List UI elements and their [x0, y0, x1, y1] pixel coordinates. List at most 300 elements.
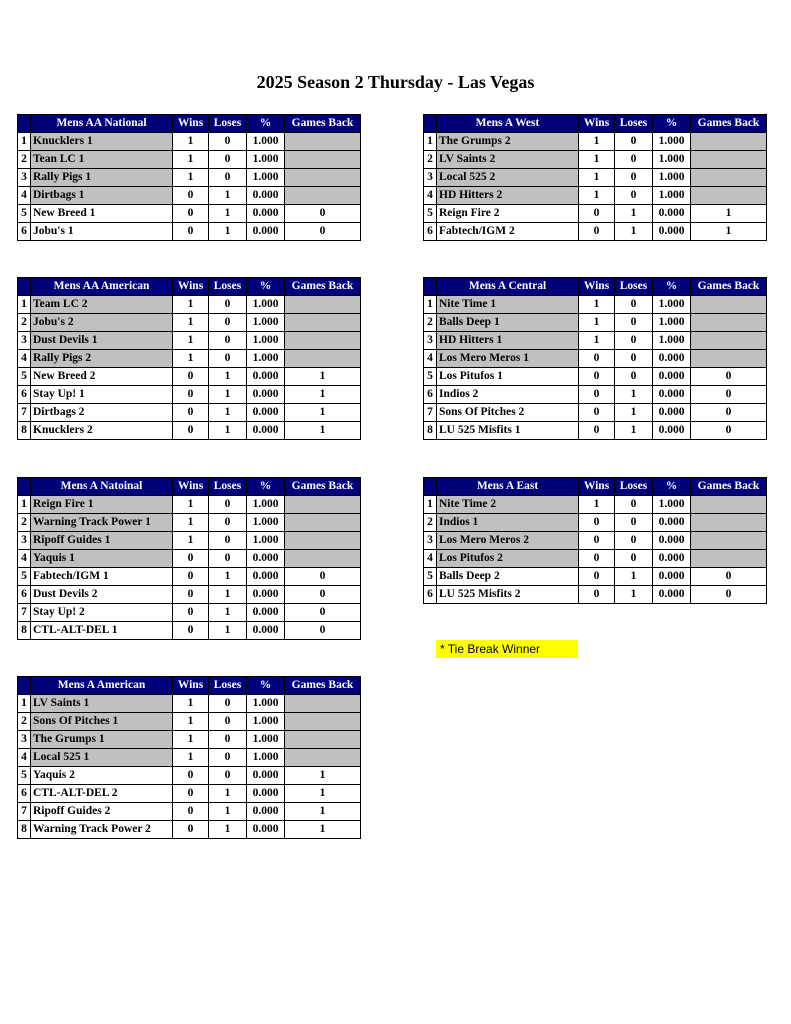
wins-cell: 1 [579, 169, 615, 187]
games-back-cell [691, 169, 767, 187]
team-name-cell: Sons Of Pitches 1 [31, 713, 173, 731]
tie-break-legend: * Tie Break Winner [436, 640, 578, 658]
rank-cell: 1 [424, 133, 437, 151]
loses-cell: 1 [615, 568, 653, 586]
wins-cell: 0 [579, 586, 615, 604]
pct-cell: 1.000 [653, 151, 691, 169]
loses-cell: 0 [209, 332, 247, 350]
team-name-cell: Balls Deep 2 [437, 568, 579, 586]
table-row [18, 133, 361, 151]
column-header-wins: Wins [579, 478, 615, 496]
games-back-cell: 0 [285, 223, 361, 241]
rank-cell: 4 [18, 187, 31, 205]
column-header-loses: Loses [209, 278, 247, 296]
header-corner [18, 478, 31, 496]
rank-cell: 7 [18, 803, 31, 821]
loses-cell: 0 [209, 350, 247, 368]
team-name-cell: Warning Track Power 2 [31, 821, 173, 839]
loses-cell: 0 [615, 296, 653, 314]
pct-cell: 0.000 [247, 568, 285, 586]
rank-cell: 2 [18, 514, 31, 532]
column-header-wins: Wins [173, 115, 209, 133]
rank-cell: 8 [424, 422, 437, 440]
pct-cell: 0.000 [653, 514, 691, 532]
table-row [18, 496, 361, 514]
games-back-cell: 0 [691, 568, 767, 586]
games-back-cell [285, 314, 361, 332]
standings-table [17, 114, 361, 241]
team-name-cell: Ripoff Guides 2 [31, 803, 173, 821]
games-back-cell [691, 187, 767, 205]
column-header-loses: Loses [615, 478, 653, 496]
table-row [424, 296, 767, 314]
wins-cell: 0 [579, 514, 615, 532]
loses-cell: 1 [209, 205, 247, 223]
rank-cell: 4 [18, 350, 31, 368]
rank-cell: 8 [18, 821, 31, 839]
team-name-cell: LU 525 Misfits 2 [437, 586, 579, 604]
pct-cell: 0.000 [653, 404, 691, 422]
games-back-cell [285, 731, 361, 749]
team-name-cell: The Grumps 2 [437, 133, 579, 151]
loses-cell: 0 [615, 350, 653, 368]
wins-cell: 0 [579, 386, 615, 404]
games-back-cell: 1 [285, 368, 361, 386]
team-name-cell: Local 525 2 [437, 169, 579, 187]
loses-cell: 0 [615, 496, 653, 514]
team-name-cell: HD Hitters 1 [437, 332, 579, 350]
games-back-cell: 1 [285, 767, 361, 785]
pct-cell: 1.000 [653, 332, 691, 350]
rank-cell: 3 [424, 532, 437, 550]
column-header-pct: % [247, 115, 285, 133]
wins-cell: 1 [173, 151, 209, 169]
table-row [18, 749, 361, 767]
table-row [424, 422, 767, 440]
table-row [424, 350, 767, 368]
table-row [18, 586, 361, 604]
rank-cell: 2 [424, 514, 437, 532]
wins-cell: 1 [579, 187, 615, 205]
wins-cell: 1 [173, 496, 209, 514]
games-back-cell: 1 [285, 785, 361, 803]
loses-cell: 1 [209, 604, 247, 622]
header-corner [18, 677, 31, 695]
loses-cell: 1 [209, 368, 247, 386]
loses-cell: 1 [209, 622, 247, 640]
table-row [424, 151, 767, 169]
pct-cell: 0.000 [653, 350, 691, 368]
pct-cell: 0.000 [247, 586, 285, 604]
wins-cell: 1 [173, 532, 209, 550]
table-row [424, 404, 767, 422]
header-corner [424, 115, 437, 133]
games-back-cell [691, 514, 767, 532]
pct-cell: 1.000 [247, 314, 285, 332]
table-row [424, 133, 767, 151]
wins-cell: 1 [173, 514, 209, 532]
wins-cell: 0 [173, 404, 209, 422]
division-name: Mens A American [31, 677, 173, 695]
rank-cell: 4 [18, 749, 31, 767]
games-back-cell: 1 [285, 422, 361, 440]
games-back-cell: 0 [691, 404, 767, 422]
loses-cell: 0 [209, 133, 247, 151]
games-back-cell [691, 550, 767, 568]
team-name-cell: The Grumps 1 [31, 731, 173, 749]
rank-cell: 3 [18, 169, 31, 187]
standings-table [423, 277, 767, 440]
wins-cell: 1 [173, 695, 209, 713]
loses-cell: 0 [615, 514, 653, 532]
rank-cell: 6 [424, 223, 437, 241]
pct-cell: 0.000 [247, 604, 285, 622]
games-back-cell [285, 332, 361, 350]
loses-cell: 1 [209, 386, 247, 404]
table-row [424, 187, 767, 205]
games-back-cell [285, 749, 361, 767]
table-row [18, 731, 361, 749]
rank-cell: 8 [18, 622, 31, 640]
rank-cell: 4 [424, 187, 437, 205]
loses-cell: 0 [615, 368, 653, 386]
table-row [424, 496, 767, 514]
column-header-loses: Loses [209, 115, 247, 133]
rank-cell: 6 [18, 386, 31, 404]
rank-cell: 4 [18, 550, 31, 568]
rank-cell: 5 [424, 568, 437, 586]
team-name-cell: Dust Devils 1 [31, 332, 173, 350]
table-row [424, 223, 767, 241]
wins-cell: 0 [579, 205, 615, 223]
pct-cell: 1.000 [247, 133, 285, 151]
page-title: 2025 Season 2 Thursday - Las Vegas [256, 72, 535, 92]
team-name-cell: LV Saints 1 [31, 695, 173, 713]
column-header-loses: Loses [209, 478, 247, 496]
table-row [424, 514, 767, 532]
loses-cell: 0 [209, 151, 247, 169]
table-row [18, 205, 361, 223]
pct-cell: 0.000 [247, 187, 285, 205]
team-name-cell: Fabtech/IGM 2 [437, 223, 579, 241]
rank-cell: 5 [424, 205, 437, 223]
table-row [18, 350, 361, 368]
rank-cell: 4 [424, 350, 437, 368]
team-name-cell: Yaquis 1 [31, 550, 173, 568]
games-back-cell: 0 [691, 386, 767, 404]
team-name-cell: Fabtech/IGM 1 [31, 568, 173, 586]
team-name-cell: Indios 1 [437, 514, 579, 532]
table-row [18, 422, 361, 440]
wins-cell: 1 [173, 169, 209, 187]
team-name-cell: Rally Pigs 2 [31, 350, 173, 368]
games-back-cell [285, 514, 361, 532]
loses-cell: 1 [209, 785, 247, 803]
column-header-games-back: Games Back [691, 115, 767, 133]
table-row [18, 151, 361, 169]
header-corner [18, 115, 31, 133]
wins-cell: 1 [579, 296, 615, 314]
table-row [18, 785, 361, 803]
games-back-cell [285, 496, 361, 514]
wins-cell: 0 [173, 550, 209, 568]
pct-cell: 0.000 [653, 532, 691, 550]
loses-cell: 1 [615, 205, 653, 223]
rank-cell: 6 [18, 586, 31, 604]
games-back-cell: 0 [285, 622, 361, 640]
team-name-cell: Sons Of Pitches 2 [437, 404, 579, 422]
pct-cell: 0.000 [247, 803, 285, 821]
wins-cell: 0 [173, 187, 209, 205]
rank-cell: 1 [18, 296, 31, 314]
loses-cell: 1 [209, 586, 247, 604]
team-name-cell: Tean LC 1 [31, 151, 173, 169]
games-back-cell [691, 133, 767, 151]
wins-cell: 0 [173, 803, 209, 821]
loses-cell: 1 [209, 803, 247, 821]
loses-cell: 1 [615, 223, 653, 241]
games-back-cell [285, 713, 361, 731]
table-row [18, 187, 361, 205]
games-back-cell: 1 [285, 386, 361, 404]
pct-cell: 0.000 [247, 422, 285, 440]
wins-cell: 1 [173, 133, 209, 151]
table-row [18, 713, 361, 731]
rank-cell: 2 [18, 713, 31, 731]
rank-cell: 3 [18, 332, 31, 350]
column-header-pct: % [653, 478, 691, 496]
team-name-cell: CTL-ALT-DEL 2 [31, 785, 173, 803]
wins-cell: 1 [173, 332, 209, 350]
table-row [18, 514, 361, 532]
wins-cell: 0 [579, 368, 615, 386]
table-row [18, 332, 361, 350]
wins-cell: 1 [173, 314, 209, 332]
pct-cell: 0.000 [247, 386, 285, 404]
pct-cell: 1.000 [653, 169, 691, 187]
division-name: Mens A West [437, 115, 579, 133]
pct-cell: 0.000 [653, 586, 691, 604]
rank-cell: 2 [18, 314, 31, 332]
loses-cell: 0 [209, 713, 247, 731]
team-name-cell: Reign Fire 2 [437, 205, 579, 223]
table-row [18, 568, 361, 586]
loses-cell: 0 [209, 749, 247, 767]
pct-cell: 0.000 [653, 368, 691, 386]
rank-cell: 2 [424, 314, 437, 332]
loses-cell: 1 [209, 821, 247, 839]
rank-cell: 6 [424, 386, 437, 404]
games-back-cell: 0 [285, 586, 361, 604]
pct-cell: 1.000 [247, 695, 285, 713]
pct-cell: 1.000 [653, 314, 691, 332]
wins-cell: 0 [173, 604, 209, 622]
wins-cell: 0 [173, 622, 209, 640]
team-name-cell: Dirtbags 2 [31, 404, 173, 422]
team-name-cell: Dirtbags 1 [31, 187, 173, 205]
wins-cell: 1 [579, 314, 615, 332]
pct-cell: 1.000 [247, 296, 285, 314]
games-back-cell: 0 [691, 368, 767, 386]
team-name-cell: Yaquis 2 [31, 767, 173, 785]
pct-cell: 0.000 [247, 767, 285, 785]
standings-table [17, 277, 361, 440]
rank-cell: 4 [424, 550, 437, 568]
team-name-cell: Nite Time 2 [437, 496, 579, 514]
rank-cell: 3 [424, 169, 437, 187]
column-header-games-back: Games Back [285, 115, 361, 133]
pct-cell: 1.000 [653, 133, 691, 151]
wins-cell: 1 [173, 296, 209, 314]
wins-cell: 0 [173, 205, 209, 223]
team-name-cell: CTL-ALT-DEL 1 [31, 622, 173, 640]
column-header-wins: Wins [173, 677, 209, 695]
rank-cell: 1 [424, 296, 437, 314]
pct-cell: 1.000 [247, 731, 285, 749]
table-row [18, 604, 361, 622]
wins-cell: 0 [173, 422, 209, 440]
loses-cell: 0 [615, 169, 653, 187]
rank-cell: 1 [18, 695, 31, 713]
team-name-cell: Dust Devils 2 [31, 586, 173, 604]
wins-cell: 1 [579, 133, 615, 151]
table-row [18, 803, 361, 821]
pct-cell: 0.000 [247, 368, 285, 386]
pct-cell: 1.000 [247, 350, 285, 368]
games-back-cell: 0 [285, 604, 361, 622]
loses-cell: 0 [209, 296, 247, 314]
standings-table [17, 676, 361, 839]
rank-cell: 5 [424, 368, 437, 386]
table-row [18, 821, 361, 839]
wins-cell: 0 [579, 422, 615, 440]
pct-cell: 0.000 [653, 550, 691, 568]
team-name-cell: New Breed 2 [31, 368, 173, 386]
games-back-cell: 1 [285, 803, 361, 821]
team-name-cell: Los Pitufos 2 [437, 550, 579, 568]
team-name-cell: Jobu's 1 [31, 223, 173, 241]
table-row [18, 695, 361, 713]
games-back-cell: 0 [691, 586, 767, 604]
rank-cell: 5 [18, 368, 31, 386]
standings-table [17, 477, 361, 640]
pct-cell: 1.000 [247, 151, 285, 169]
column-header-wins: Wins [579, 115, 615, 133]
games-back-cell [691, 314, 767, 332]
games-back-cell [285, 350, 361, 368]
pct-cell: 0.000 [247, 622, 285, 640]
games-back-cell: 1 [285, 821, 361, 839]
header-corner [424, 278, 437, 296]
loses-cell: 0 [209, 731, 247, 749]
wins-cell: 1 [579, 496, 615, 514]
table-row [18, 223, 361, 241]
team-name-cell: Ripoff Guides 1 [31, 532, 173, 550]
column-header-games-back: Games Back [691, 478, 767, 496]
loses-cell: 0 [209, 514, 247, 532]
loses-cell: 0 [615, 187, 653, 205]
pct-cell: 0.000 [247, 785, 285, 803]
wins-cell: 1 [173, 350, 209, 368]
column-header-pct: % [653, 278, 691, 296]
team-name-cell: New Breed 1 [31, 205, 173, 223]
games-back-cell [691, 151, 767, 169]
column-header-games-back: Games Back [285, 278, 361, 296]
team-name-cell: Knucklers 1 [31, 133, 173, 151]
pct-cell: 1.000 [247, 169, 285, 187]
games-back-cell [285, 550, 361, 568]
loses-cell: 0 [209, 169, 247, 187]
wins-cell: 0 [579, 223, 615, 241]
header-corner [424, 478, 437, 496]
loses-cell: 1 [615, 422, 653, 440]
standings-table [423, 114, 767, 241]
column-header-wins: Wins [579, 278, 615, 296]
column-header-pct: % [653, 115, 691, 133]
division-name: Mens AA National [31, 115, 173, 133]
pct-cell: 0.000 [653, 205, 691, 223]
loses-cell: 0 [209, 532, 247, 550]
rank-cell: 5 [18, 767, 31, 785]
table-row [424, 332, 767, 350]
wins-cell: 0 [173, 767, 209, 785]
wins-cell: 0 [173, 368, 209, 386]
pct-cell: 0.000 [653, 422, 691, 440]
team-name-cell: Stay Up! 2 [31, 604, 173, 622]
wins-cell: 1 [173, 713, 209, 731]
rank-cell: 2 [424, 151, 437, 169]
division-name: Mens A Central [437, 278, 579, 296]
rank-cell: 1 [424, 496, 437, 514]
rank-cell: 6 [18, 785, 31, 803]
column-header-pct: % [247, 278, 285, 296]
games-back-cell: 0 [285, 205, 361, 223]
loses-cell: 0 [615, 550, 653, 568]
rank-cell: 6 [18, 223, 31, 241]
rank-cell: 7 [18, 604, 31, 622]
table-row [424, 368, 767, 386]
team-name-cell: Los Mero Meros 2 [437, 532, 579, 550]
table-row [424, 568, 767, 586]
column-header-games-back: Games Back [691, 278, 767, 296]
pct-cell: 0.000 [653, 223, 691, 241]
standings-table [423, 477, 767, 604]
rank-cell: 1 [18, 496, 31, 514]
team-name-cell: Los Pitufos 1 [437, 368, 579, 386]
loses-cell: 1 [209, 223, 247, 241]
wins-cell: 0 [173, 386, 209, 404]
pct-cell: 1.000 [653, 496, 691, 514]
games-back-cell [285, 296, 361, 314]
table-row [424, 386, 767, 404]
team-name-cell: Nite Time 1 [437, 296, 579, 314]
column-header-wins: Wins [173, 278, 209, 296]
table-row [18, 368, 361, 386]
loses-cell: 0 [615, 332, 653, 350]
rank-cell: 5 [18, 568, 31, 586]
division-name: Mens A Natoinal [31, 478, 173, 496]
pct-cell: 1.000 [247, 514, 285, 532]
team-name-cell: LU 525 Misfits 1 [437, 422, 579, 440]
pct-cell: 0.000 [653, 568, 691, 586]
table-row [18, 404, 361, 422]
column-header-loses: Loses [615, 115, 653, 133]
team-name-cell: Los Mero Meros 1 [437, 350, 579, 368]
loses-cell: 1 [209, 568, 247, 586]
team-name-cell: Local 525 1 [31, 749, 173, 767]
column-header-games-back: Games Back [285, 677, 361, 695]
column-header-wins: Wins [173, 478, 209, 496]
